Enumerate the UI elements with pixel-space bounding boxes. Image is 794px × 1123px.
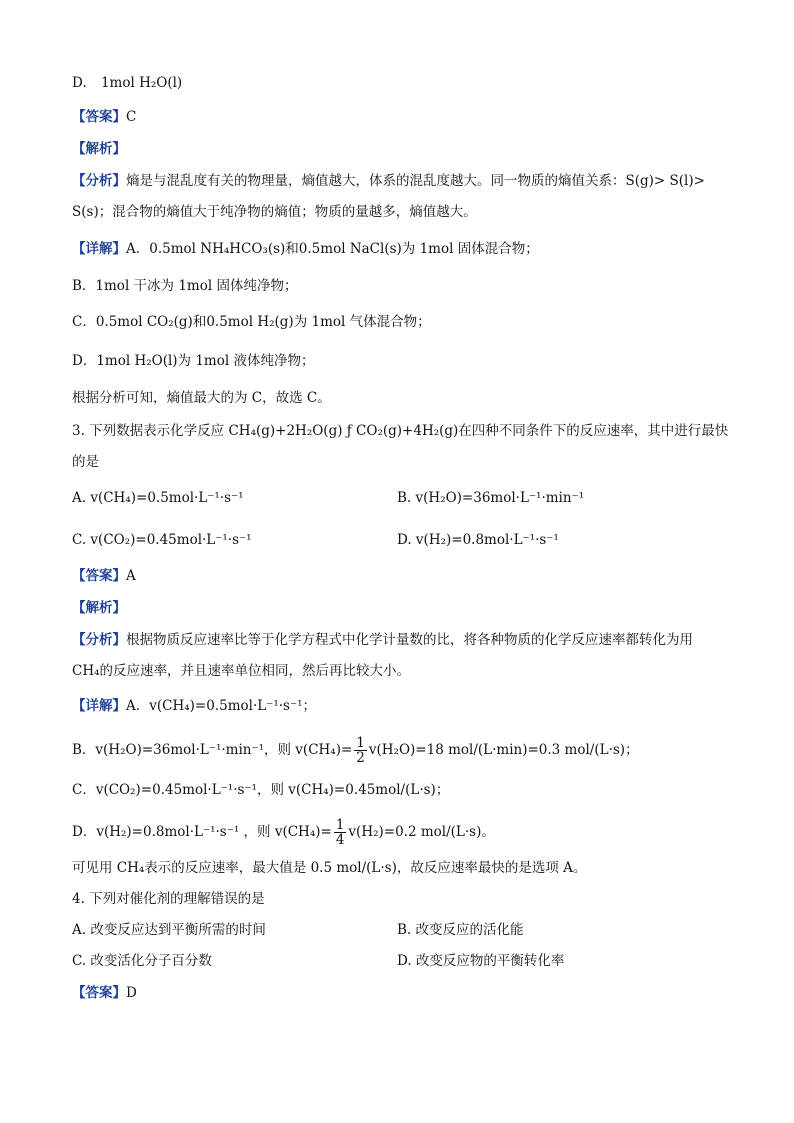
fraction-denominator: 2 <box>356 750 365 766</box>
xiangjie-a: A．0.5mol NH₄HCO₃(s)和0.5mol NaCl(s)为 1mol 固体混合物； <box>126 241 539 257</box>
fenxi-line-2: S(s)；混合物的熵值大于纯净物的熵值；物质的量越多，熵值越大。 <box>72 204 477 220</box>
q4-option-a: A. 改变反应达到平衡所需的时间 <box>72 922 266 938</box>
q4-answer-value: D <box>126 985 137 1001</box>
q3-xiangjie-d <box>72 818 495 847</box>
q3-conclusion: 可见用 CH₄表示的反应速率，最大值是 0.5 mol/(L·s)，故反应速率最快的是选项 A。 <box>72 860 587 876</box>
q3-option-d: D. v(H₂)=0.8mol·L⁻¹·s⁻¹ <box>397 532 559 548</box>
q4-option-b: B. 改变反应的活化能 <box>397 922 524 938</box>
q3-xiangjie-d-pre: D．v(H₂)=0.8mol·L⁻¹·s⁻¹ ，则 v(CH₄)= <box>72 824 332 840</box>
q3-xiangjie-c: C．v(CO₂)=0.45mol·L⁻¹·s⁻¹，则 v(CH₄)=0.45mol/(L·s)； <box>72 782 450 798</box>
xiangjie-b: B．1mol 干冰为 1mol 固体纯净物； <box>72 278 298 294</box>
option-d <box>72 74 182 92</box>
analysis-heading <box>72 140 126 158</box>
q3-stem-1: 3. 下列数据表示化学反应 CH₄(g)+2H₂O(g) ƒ CO₂(g)+4H₂(g)在四种不同条件下的反应速率，其中进行最快 <box>72 423 729 439</box>
xiangjie-a-line <box>72 240 539 258</box>
q3-option-c: C. v(CO₂)=0.45mol·L⁻¹·s⁻¹ <box>72 532 252 548</box>
option-d-text: 1mol H₂O(l) <box>100 75 183 91</box>
conclusion: 根据分析可知，熵值最大的为 C，故选 C。 <box>72 390 331 406</box>
q3-fenxi-line-1 <box>72 631 693 649</box>
fraction-numerator: 1 <box>356 735 365 751</box>
q3-answer-line <box>72 567 136 585</box>
q3-xiangjie-d-post: v(H₂)=0.2 mol/(L·s)。 <box>348 824 495 840</box>
q3-answer-label: 【答案】 <box>72 568 126 584</box>
q3-xiangjie-b-pre: B．v(H₂O)=36mol·L⁻¹·min⁻¹，则 v(CH₄)= <box>72 742 353 758</box>
q3-answer-value: A <box>126 568 136 584</box>
fraction-one-quarter <box>334 818 347 847</box>
xiangjie-c: C．0.5mol CO₂(g)和0.5mol H₂(g)为 1mol 气体混合物； <box>72 314 431 330</box>
fraction-denominator: 4 <box>335 832 345 848</box>
q3-option-a: A. v(CH₄)=0.5mol·L⁻¹·s⁻¹ <box>72 490 244 506</box>
fenxi-line-1 <box>72 172 705 190</box>
q3-xiangjie-b-post: v(H₂O)=18 mol/(L·min)=0.3 mol/(L·s)； <box>368 742 639 758</box>
q3-xiangjie-a: A．v(CH₄)=0.5mol·L⁻¹·s⁻¹； <box>126 698 317 714</box>
fenxi-label: 【分析】 <box>72 173 126 189</box>
xiangjie-d: D．1mol H₂O(l)为 1mol 液体纯净物； <box>72 353 315 369</box>
fraction-one-half <box>354 736 367 765</box>
q3-fenxi-text: 根据物质反应速率比等于化学方程式中化学计量数的比，将各种物质的化学反应速率都转化为用 <box>126 632 693 648</box>
xiangjie-label: 【详解】 <box>72 241 126 257</box>
q4-option-d: D. 改变反应物的平衡转化率 <box>397 953 565 969</box>
fraction-numerator: 1 <box>335 817 345 833</box>
answer-line <box>72 108 136 126</box>
answer-label: 【答案】 <box>72 109 126 125</box>
q3-fenxi-line-2: CH₄的反应速率，并且速率单位相同，然后再比较大小。 <box>72 663 411 679</box>
q3-xiangjie-b <box>72 736 639 765</box>
answer-value: C <box>126 109 137 125</box>
analysis-label: 【解析】 <box>72 141 126 157</box>
q3-stem-2: 的是 <box>72 454 99 470</box>
q3-xiangjie-a-line <box>72 697 316 715</box>
q3-fenxi-label: 【分析】 <box>72 632 126 648</box>
q3-analysis-heading <box>72 599 126 617</box>
q4-answer-label: 【答案】 <box>72 985 126 1001</box>
q3-analysis-label: 【解析】 <box>72 600 126 616</box>
q4-answer-line <box>72 984 137 1002</box>
fenxi-text: 熵是与混乱度有关的物理量，熵值越大，体系的混乱度越大。同一物质的熵值关系：S(g)> S(l)> <box>126 173 705 189</box>
q3-xiangjie-label: 【详解】 <box>72 698 126 714</box>
q3-option-b: B. v(H₂O)=36mol·L⁻¹·min⁻¹ <box>397 490 585 506</box>
q4-option-c: C. 改变活化分子百分数 <box>72 953 212 969</box>
q4-stem: 4. 下列对催化剂的理解错误的是 <box>72 891 265 907</box>
option-d-label: D. <box>72 75 87 91</box>
